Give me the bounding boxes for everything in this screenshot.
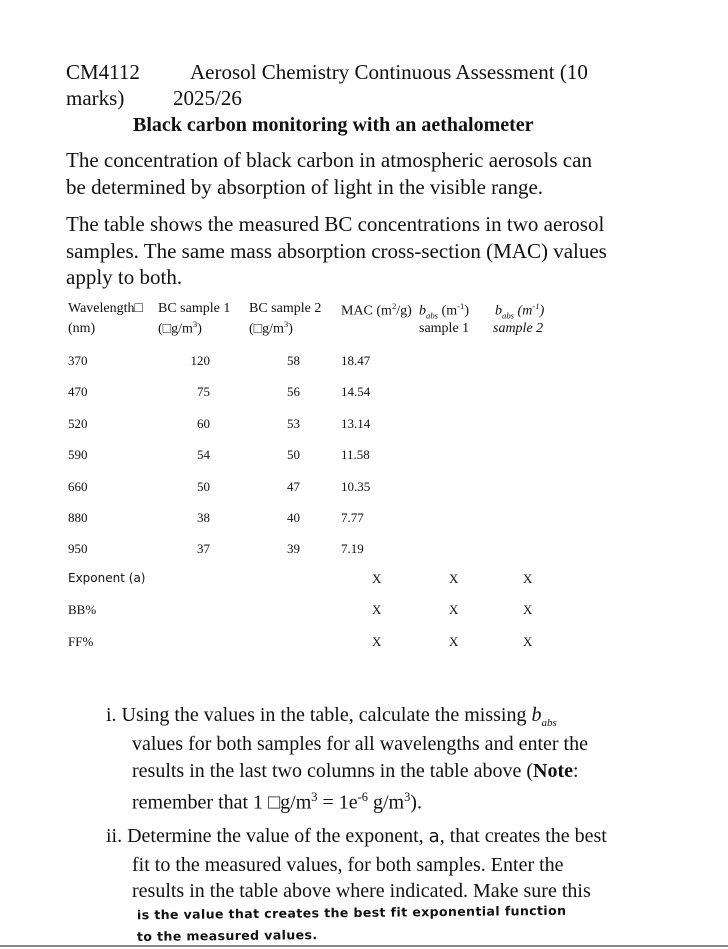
col-header-babs2: $b_{abs}$ $(m^{-1})$ (495, 301, 545, 321)
cell-wavelength: 370 (68, 353, 88, 368)
ff-mark-mac: X (372, 634, 382, 649)
col-header-wavelength-unit: (nm) (68, 321, 96, 336)
exponent-mark-sample2: X (523, 571, 533, 586)
question-2-line: ii. Determine the value of the exponent, a, that creates the best (106, 825, 607, 847)
row-label-exponent: Exponent (a) (68, 571, 146, 585)
cell-mac: 18.47 (341, 353, 371, 368)
handwritten-answer-line: to the measured values. (136, 927, 318, 944)
cell-mac: 14.54 (341, 384, 371, 400)
academic-year: 2025/26 (173, 86, 242, 110)
col-header-bc1: BC sample 1 (158, 301, 231, 316)
cell-wavelength: 880 (68, 510, 88, 525)
bb-mark-sample2: X (523, 602, 533, 617)
intro-line: The concentration of black carbon in atmospheric aerosols can (66, 148, 592, 172)
cell-wavelength: 660 (68, 478, 88, 494)
bb-mark-sample1: X (449, 602, 459, 617)
cell-bc-sample-2: 50 (287, 447, 300, 463)
question-1-line: i. Using the values in the table, calculate the missing $b_{abs}$ (106, 704, 557, 729)
handwritten-answer-line: is the value that creates the best fit exponential function (136, 902, 567, 923)
exponent-mark-mac: X (372, 571, 382, 586)
col-header-babs1: $b_{abs}$ $(m^{-1})$ (419, 301, 470, 321)
cell-bc-sample-1: 60 (197, 415, 210, 431)
col-header-babs2-sample: sample 2 (493, 321, 544, 336)
course-code: CM4112 (66, 60, 140, 84)
cell-mac: 7.19 (341, 541, 364, 557)
col-header-babs1-sample: sample 1 (419, 321, 470, 336)
question-1-line: results in the last two columns in the table above (Note: (132, 760, 579, 782)
question-1-line: values for both samples for all wavelengths and enter the (132, 733, 588, 755)
cell-bc-sample-2: 40 (287, 510, 300, 525)
col-header-mac: MAC $(m^2/g)$ (341, 301, 412, 319)
cell-bc-sample-2: 56 (287, 384, 300, 400)
cell-wavelength: 590 (68, 447, 88, 463)
cell-wavelength: 520 (68, 415, 88, 431)
col-header-wavelength: Wavelength□ (68, 301, 143, 316)
cell-wavelength: 470 (68, 384, 88, 400)
ff-mark-sample1: X (449, 634, 459, 649)
intro-line: apply to both. (66, 265, 183, 289)
cell-bc-sample-1: 50 (197, 478, 210, 494)
col-header-bc2-unit: $(□g/m^3)$ (249, 319, 293, 337)
col-header-bc2: BC sample 2 (249, 301, 322, 316)
question-2-line: results in the table above where indicated. Make sure this (132, 880, 591, 902)
question-2-line: fit to the measured values, for both samples. Enter the (132, 854, 564, 876)
cell-bc-sample-1: 54 (197, 447, 210, 463)
cell-bc-sample-2: 39 (287, 541, 300, 557)
question-1-line: remember that 1 $□g/m^3 = 1e^{-6}$ $g/m^3$). (132, 790, 422, 814)
cell-wavelength: 950 (68, 541, 88, 557)
cell-bc-sample-1: 37 (197, 541, 210, 557)
intro-line: be determined by absorption of light in the visible range. (66, 175, 544, 199)
row-label-bb: BB% (68, 602, 97, 617)
col-header-bc1-unit: $(□g/m^3)$ (158, 319, 202, 337)
cell-mac: 11.58 (341, 447, 370, 463)
row-label-ff: FF% (68, 634, 94, 649)
intro-line: The table shows the measured BC concentrations in two aerosol (66, 212, 605, 236)
cell-mac: 7.77 (341, 510, 364, 525)
cell-bc-sample-2: 47 (287, 478, 300, 494)
assessment-title: Aerosol Chemistry Continuous Assessment (10 (190, 60, 588, 84)
cell-bc-sample-1: 38 (197, 510, 210, 525)
cell-bc-sample-1: 120 (190, 353, 210, 368)
bb-mark-mac: X (372, 602, 382, 617)
page-bottom-edge (0, 945, 728, 947)
cell-mac: 13.14 (341, 415, 371, 431)
exponent-mark-sample1: X (449, 571, 459, 586)
cell-bc-sample-2: 53 (287, 415, 300, 431)
intro-line: samples. The same mass absorption cross-section (MAC) values (66, 239, 607, 263)
ff-mark-sample2: X (523, 634, 533, 649)
cell-mac: 10.35 (341, 478, 371, 494)
cell-bc-sample-1: 75 (197, 384, 210, 400)
section-title: Black carbon monitoring with an aethalometer (133, 114, 534, 136)
cell-bc-sample-2: 58 (287, 353, 300, 368)
assessment-marks: marks) (66, 86, 125, 110)
